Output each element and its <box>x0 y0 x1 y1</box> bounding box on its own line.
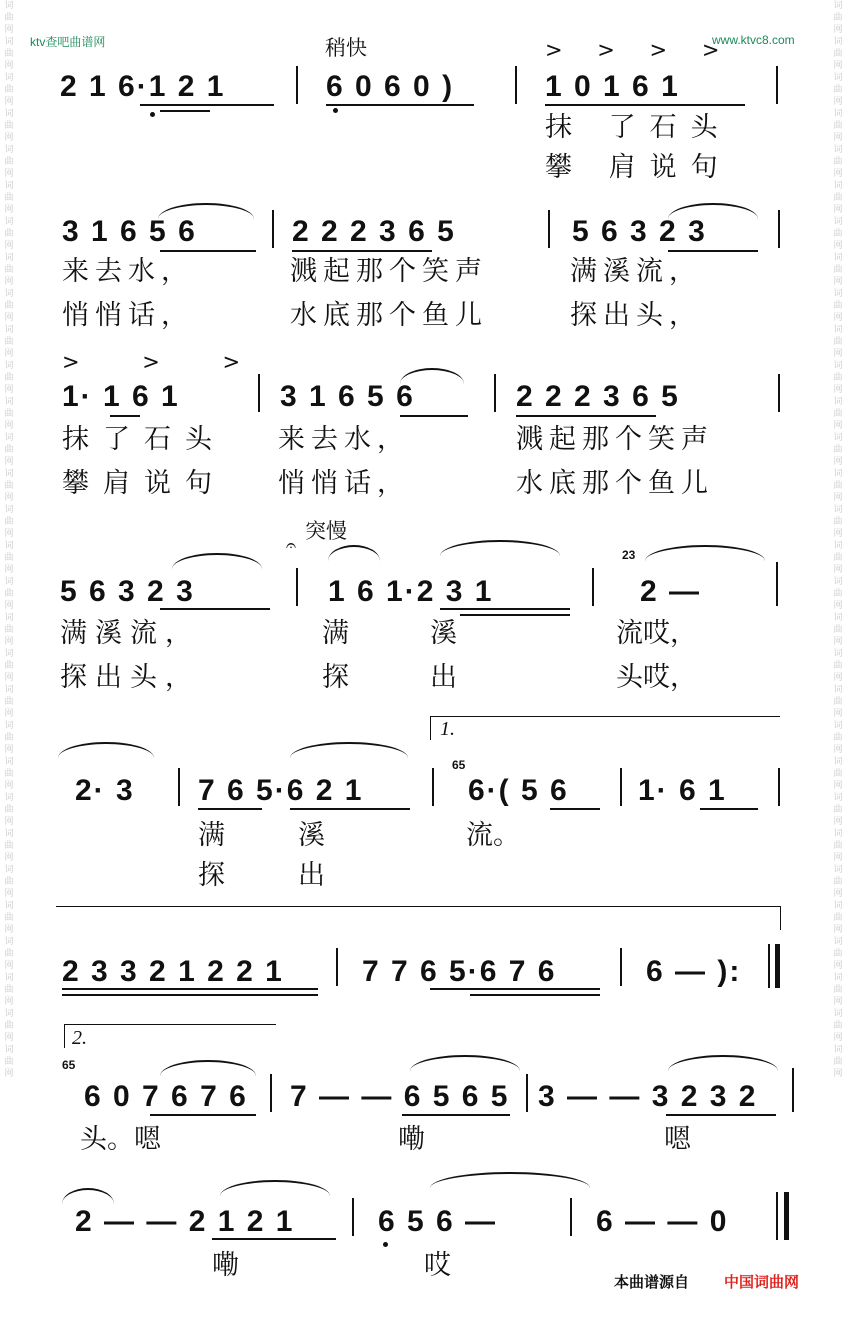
measure-r5-m1: 2· 3 <box>75 774 135 807</box>
accent-marks-row1: > > > > <box>545 38 734 62</box>
lyric-r2-v1-c: 满溪流， <box>570 256 702 287</box>
barline <box>526 1074 528 1112</box>
measure-r5-m3: 6·( 5 6 <box>468 774 569 807</box>
low-dot <box>383 1242 388 1247</box>
fermata-icon: 𝄐 <box>286 535 297 556</box>
underline <box>430 988 600 990</box>
underline <box>212 1238 336 1240</box>
barline <box>432 768 434 806</box>
slur <box>290 742 408 758</box>
slur <box>410 1055 520 1071</box>
underline <box>545 104 745 106</box>
grace-notes: 65 <box>452 758 466 772</box>
underline <box>160 608 270 610</box>
measure-r5-m4: 1· 6 1 <box>638 774 727 807</box>
barline <box>620 948 622 986</box>
measure-r2-m3: 5 6 3 2 3 <box>572 215 707 248</box>
underline <box>700 808 758 810</box>
lyric-r2-v1-a: 来去水， <box>62 256 194 287</box>
barline <box>776 66 778 104</box>
watermark-top-left: ktv查吧曲谱网 <box>30 35 106 49</box>
barline <box>352 1198 354 1236</box>
underline <box>140 104 274 106</box>
slur <box>645 545 765 561</box>
volta-bracket-2 <box>64 1024 276 1025</box>
slur <box>328 545 380 561</box>
lyric-r3-v1-c: 溅起那个笑声 <box>516 424 714 455</box>
lyric-r4-v2-d: 头哎， <box>616 662 697 693</box>
watermark-side-left: 词曲网词曲网词曲网词曲网词曲网词曲网词曲网词曲网词曲网词曲网词曲网词曲网词曲网词曲网词曲网词曲网词曲网词曲网词曲网词曲网词曲网词曲网词曲网词曲网词曲网词曲网词曲网词曲网词曲网词曲网 <box>4 1 14 1079</box>
lyric-r2-v2-b: 水底那个鱼儿 <box>290 300 488 331</box>
source-label: 本曲谱源自 <box>614 1273 690 1291</box>
lyric-r2-v2-c: 探出头， <box>570 300 702 331</box>
measure-r7-m3: 3 — — 3 2 3 2 <box>538 1080 758 1113</box>
lyric-r4-v1-a: 满溪流， <box>60 618 200 649</box>
measure-r6-m3: 6 — ): <box>646 955 742 988</box>
tempo-mark-shaokuai: 稍快 <box>325 36 367 60</box>
volta-bracket-1-edge <box>430 716 431 740</box>
lyric-r3-v2-b: 悄悄话， <box>278 468 410 499</box>
slur <box>62 1188 114 1204</box>
source-site-link[interactable]: 中国词曲网 <box>724 1273 800 1291</box>
lyric-r4-v2-a: 探出头， <box>60 662 200 693</box>
underline <box>150 1114 256 1116</box>
slur <box>58 742 154 758</box>
watermark-side-right: 词曲网词曲网词曲网词曲网词曲网词曲网词曲网词曲网词曲网词曲网词曲网词曲网词曲网词曲网词曲网词曲网词曲网词曲网词曲网词曲网词曲网词曲网词曲网词曲网词曲网词曲网词曲网词曲网词曲网词曲网 <box>833 1 843 1079</box>
measure-r5-m2: 7 6 5·6 2 1 <box>198 774 364 807</box>
underline <box>198 808 262 810</box>
underline <box>292 250 432 252</box>
measure-r8-m3: 6 — — 0 <box>596 1205 729 1238</box>
lyric-r4-v2-c: 出 <box>430 662 457 693</box>
final-barline-thick <box>784 1192 789 1240</box>
barline <box>258 374 260 412</box>
lyric-r7-a: 头。嗯 <box>80 1124 161 1155</box>
underline <box>516 415 656 417</box>
measure-r4-m2: 1 6 1·2 3 1 <box>328 575 494 608</box>
lyric-r1-verse1: 抹 了石头 <box>545 112 732 143</box>
measure-r6-m1: 2 3 3 2 1 2 2 1 <box>62 955 284 988</box>
lyric-r4-v1-c: 溪 <box>430 618 457 649</box>
grace-notes: 23 <box>622 548 636 562</box>
barline <box>515 66 517 104</box>
barline <box>272 210 274 248</box>
underline <box>460 614 570 616</box>
underline <box>62 988 318 990</box>
lyric-r3-v2-c: 水底那个鱼儿 <box>516 468 714 499</box>
underline <box>400 415 468 417</box>
barline <box>792 1068 794 1112</box>
measure-r3-m1: 1· 1 6 1 <box>62 380 180 413</box>
measure-r1-m3: 1 0 1 6 1 <box>545 70 680 103</box>
lyric-r5-v2-a: 探 <box>198 860 225 891</box>
barline <box>270 1074 272 1112</box>
underline <box>160 250 256 252</box>
lyric-r8-b: 哎 <box>424 1250 451 1281</box>
barline <box>776 562 778 606</box>
lyric-r5-v1-c: 流。 <box>466 820 520 851</box>
barline <box>778 210 780 248</box>
volta-bracket-1 <box>430 716 780 717</box>
slur <box>440 540 560 556</box>
slur <box>668 1055 778 1071</box>
repeat-barline-thick <box>775 944 780 988</box>
tempo-mark-tuman: 突慢 <box>305 519 347 543</box>
measure-r2-m1: 3 1 6 5 6 <box>62 215 197 248</box>
watermark-top-right: www.ktvc8.com <box>712 33 795 47</box>
barline <box>296 568 298 606</box>
measure-r7-m1: 6 0 7 6 7 6 <box>84 1080 248 1113</box>
measure-r2-m2: 2 2 2 3 6 5 <box>292 215 456 248</box>
measure-r1-m1: 2 1 6·1 2 1 <box>60 70 226 103</box>
barline <box>570 1198 572 1236</box>
volta-1-label: 1. <box>440 718 455 740</box>
barline <box>620 768 622 806</box>
underline <box>666 1114 776 1116</box>
final-barline-thin <box>776 1192 778 1240</box>
lyric-r4-v2-b: 探 <box>322 662 349 693</box>
barline <box>778 374 780 412</box>
volta-bracket-1-end <box>780 906 781 930</box>
barline <box>592 568 594 606</box>
barline <box>778 768 780 806</box>
measure-r3-m3: 2 2 2 3 6 5 <box>516 380 680 413</box>
measure-r3-m2: 3 1 6 5 6 <box>280 380 415 413</box>
lyric-r3-v2-a: 攀肩说句 <box>62 468 226 499</box>
lyric-r5-v1-b: 溪 <box>298 820 325 851</box>
barline <box>548 210 550 248</box>
lyric-r3-v1-b: 来去水， <box>278 424 410 455</box>
underline <box>440 608 570 610</box>
barline <box>296 66 298 104</box>
underline <box>470 994 600 996</box>
slur <box>172 553 262 569</box>
lyric-r2-v2-a: 悄悄话， <box>62 300 194 331</box>
volta-2-label: 2. <box>72 1027 87 1049</box>
volta-bracket-2-edge <box>64 1024 65 1048</box>
lyric-r3-v1-a: 抹了石头 <box>62 424 226 455</box>
underline <box>62 994 318 996</box>
underline <box>550 808 600 810</box>
underline <box>668 250 758 252</box>
measure-r7-m2: 7 — — 6 5 6 5 <box>290 1080 510 1113</box>
measure-r8-m2: 6 5 6 — <box>378 1205 498 1238</box>
lyric-r5-v1-a: 满 <box>198 820 225 851</box>
lyric-r7-c: 嗯 <box>664 1124 691 1155</box>
volta-bracket-1-cont <box>56 906 780 907</box>
grace-notes: 65 <box>62 1058 76 1072</box>
accent-marks-row3: > > > <box>62 350 269 374</box>
measure-r4-m3: 2 — <box>640 575 702 608</box>
slur <box>430 1172 590 1188</box>
lyric-r4-v1-d: 流哎， <box>616 618 697 649</box>
barline <box>494 374 496 412</box>
measure-r1-m2: 6 0 6 0 ) <box>326 70 455 103</box>
lyric-r5-v2-b: 出 <box>298 860 325 891</box>
slur <box>160 1060 256 1076</box>
measure-r4-m1: 5 6 3 2 3 <box>60 575 195 608</box>
slur <box>220 1180 330 1196</box>
underline <box>402 1114 510 1116</box>
lyric-r8-a: 嘞 <box>212 1250 239 1281</box>
measure-r8-m1: 2 — — 2 1 2 1 <box>75 1205 295 1238</box>
barline <box>336 948 338 986</box>
low-dot <box>150 112 155 117</box>
underline <box>160 110 210 112</box>
lyric-r7-b: 嘞 <box>398 1124 425 1155</box>
low-dot <box>333 108 338 113</box>
lyric-r1-verse2: 攀 肩说句 <box>545 152 732 183</box>
repeat-barline-thin <box>768 944 770 988</box>
lyric-r4-v1-b: 满 <box>322 618 349 649</box>
measure-r6-m2: 7 7 6 5·6 7 6 <box>362 955 557 988</box>
underline <box>290 808 410 810</box>
lyric-r2-v1-b: 溅起那个笑声 <box>290 256 488 287</box>
barline <box>178 768 180 806</box>
underline <box>326 104 474 106</box>
underline <box>110 415 140 417</box>
